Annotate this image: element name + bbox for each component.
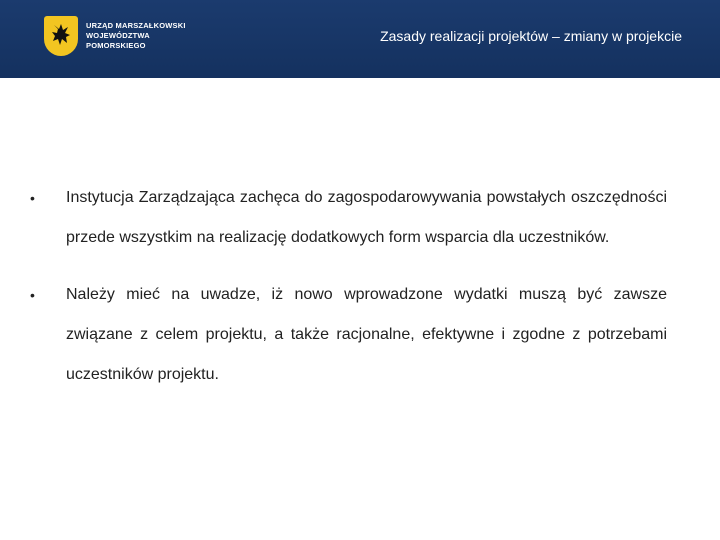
bullet-dot-icon: • bbox=[30, 190, 35, 206]
logo-text bbox=[86, 21, 206, 51]
header-bar bbox=[0, 0, 720, 78]
logo-line-2: WOJEWÓDZTWA POMORSKIEGO bbox=[86, 31, 150, 50]
bullet-item bbox=[30, 178, 667, 258]
slide-title: Zasady realizacji projektów – zmiany w projekcie bbox=[380, 28, 682, 44]
bullet-text: Instytucja Zarządzająca zachęca do zagospodarowywania powstałych oszczędności przede wszystkim na realizację dodatkowych form wsparcia dla uczestników. bbox=[66, 189, 667, 246]
bullet-item bbox=[30, 275, 667, 395]
griffin-crest-icon bbox=[44, 16, 78, 56]
bullet-text: Należy mieć na uwadze, iż nowo wprowadzone wydatki muszą być zawsze związane z celem projektu, a także racjonalne, efektywne i zgodne z potrzebami uczestników projektu. bbox=[66, 286, 667, 383]
logo bbox=[44, 16, 206, 56]
bullet-dot-icon: • bbox=[30, 287, 35, 303]
logo-line-1: URZĄD MARSZAŁKOWSKI bbox=[86, 21, 186, 30]
content bbox=[30, 178, 667, 412]
